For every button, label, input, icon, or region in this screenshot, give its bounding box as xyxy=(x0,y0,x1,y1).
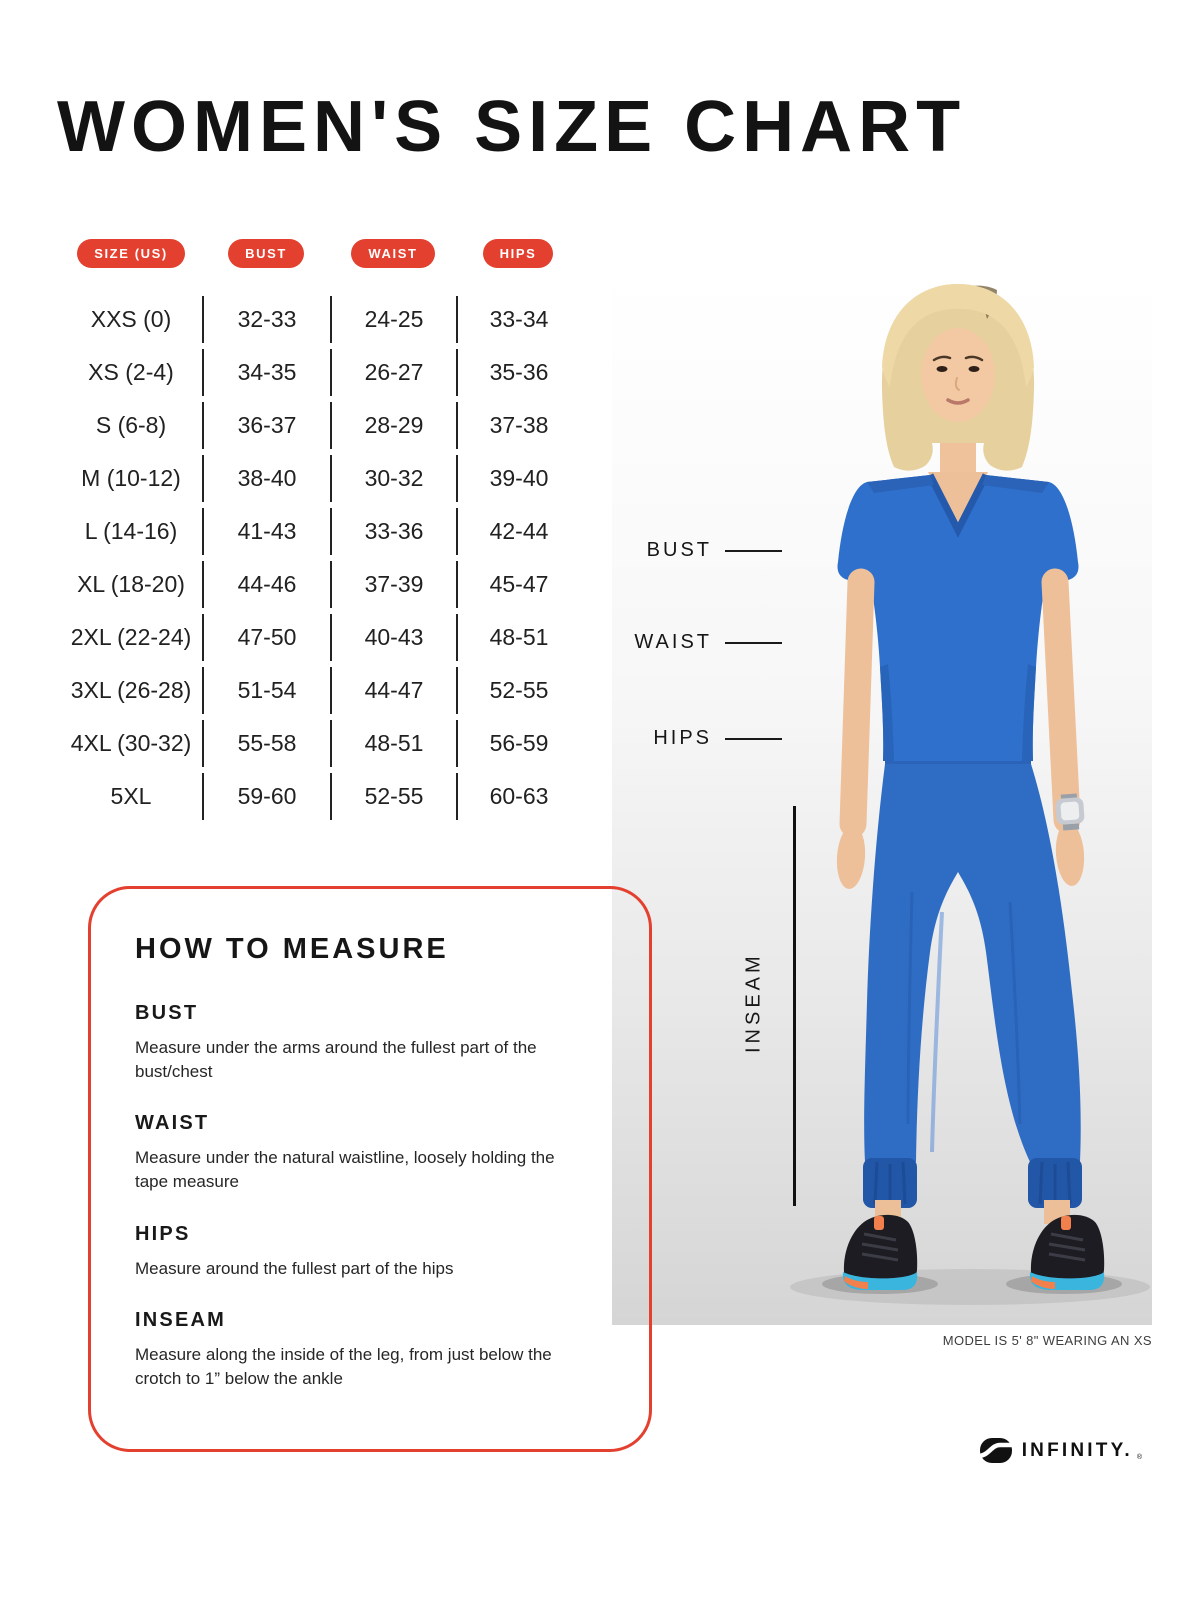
waist-cell: 52-55 xyxy=(330,773,456,820)
size-cell: 2XL (22-24) xyxy=(70,624,192,650)
table-row xyxy=(60,402,580,449)
waist-pointer-line xyxy=(725,642,782,644)
hips-cell: 42-44 xyxy=(456,508,580,555)
waist-cell: 30-32 xyxy=(330,455,456,502)
column-pill-hips: HIPS xyxy=(483,239,554,268)
size-cell: M (10-12) xyxy=(81,465,181,491)
waist-cell: 33-36 xyxy=(330,508,456,555)
table-row xyxy=(60,720,580,767)
hips-cell: 52-55 xyxy=(456,667,580,714)
bust-cell: 41-43 xyxy=(202,508,330,555)
bust-cell: 59-60 xyxy=(202,773,330,820)
waist-cell: 26-27 xyxy=(330,349,456,396)
measure-section-text: Measure under the arms around the fullest part of the bust/chest xyxy=(135,1038,537,1082)
how-to-measure-title: HOW TO MEASURE xyxy=(135,933,449,965)
hips-cell: 37-38 xyxy=(456,402,580,449)
model-photo xyxy=(612,272,1152,1325)
bust-cell: 38-40 xyxy=(202,455,330,502)
size-cell: XS (2-4) xyxy=(88,359,174,385)
hips-cell: 35-36 xyxy=(456,349,580,396)
brand-wordmark: INFINITY. xyxy=(1021,1439,1133,1461)
waist-cell: 40-43 xyxy=(330,614,456,661)
table-row xyxy=(60,296,580,343)
table-row xyxy=(60,349,580,396)
bust-cell: 32-33 xyxy=(202,296,330,343)
measure-section-label: WAIST xyxy=(135,1112,210,1135)
measure-section-label: BUST xyxy=(135,1002,199,1024)
hips-pointer-line xyxy=(725,738,782,740)
waist-cell: 24-25 xyxy=(330,296,456,343)
table-row xyxy=(60,773,580,820)
waist-cell: 48-51 xyxy=(330,720,456,767)
measure-section-text: Measure around the fullest part of the hips xyxy=(135,1258,454,1278)
bust-cell: 34-35 xyxy=(202,349,330,396)
waist-cell: 44-47 xyxy=(330,667,456,714)
table-row xyxy=(60,455,580,502)
bust-cell: 47-50 xyxy=(202,614,330,661)
size-cell: 4XL (30-32) xyxy=(70,730,192,756)
measure-section-waist xyxy=(135,1112,613,1194)
hips-label-text: HIPS xyxy=(653,727,712,749)
measure-section-text: Measure under the natural waistline, loosely holding the tape measure xyxy=(135,1148,555,1192)
hips-cell: 60-63 xyxy=(456,773,580,820)
size-cell: S (6-8) xyxy=(95,412,167,438)
column-pill-waist: WAIST xyxy=(351,239,434,268)
hips-cell: 45-47 xyxy=(456,561,580,608)
page-title: WOMEN'S SIZE CHART xyxy=(57,87,967,167)
model-illustration xyxy=(612,272,1152,1325)
size-table-header xyxy=(60,239,580,268)
measure-section-label: HIPS xyxy=(135,1222,191,1245)
registered-mark: ® xyxy=(1136,1454,1142,1461)
table-row xyxy=(60,508,580,555)
bust-label-text: BUST xyxy=(646,539,712,561)
measure-section-label: INSEAM xyxy=(135,1308,226,1331)
column-pill-bust: BUST xyxy=(228,239,304,268)
measure-section-bust xyxy=(135,1002,613,1084)
table-row xyxy=(60,561,580,608)
measure-section-inseam xyxy=(135,1309,613,1391)
waist-label-text: WAIST xyxy=(634,631,712,653)
hips-cell: 39-40 xyxy=(456,455,580,502)
size-cell: 3XL (26-28) xyxy=(70,677,192,703)
bust-cell: 51-54 xyxy=(202,667,330,714)
size-cell: XL (18-20) xyxy=(77,571,185,597)
size-cell: 5XL xyxy=(110,783,152,809)
bust-cell: 55-58 xyxy=(202,720,330,767)
brand-logo xyxy=(980,1438,1142,1463)
figure-hips-label xyxy=(590,727,782,750)
bust-cell: 44-46 xyxy=(202,561,330,608)
figure-bust-label xyxy=(590,539,782,562)
hips-cell: 56-59 xyxy=(456,720,580,767)
figure-inseam-label: INSEAM xyxy=(742,952,765,1054)
measure-section-hips xyxy=(135,1223,613,1281)
table-row xyxy=(60,667,580,714)
measure-section-text: Measure along the inside of the leg, from just below the crotch to 1” below the ankle xyxy=(135,1344,552,1388)
how-to-measure-box xyxy=(88,886,652,1452)
waist-cell: 28-29 xyxy=(330,402,456,449)
figure-waist-label xyxy=(590,631,782,654)
table-row xyxy=(60,614,580,661)
size-table xyxy=(60,296,580,826)
inseam-pointer-line xyxy=(793,806,796,1206)
hips-cell: 33-34 xyxy=(456,296,580,343)
model-caption: MODEL IS 5' 8" WEARING AN XS xyxy=(942,1333,1152,1348)
waist-cell: 37-39 xyxy=(330,561,456,608)
size-cell: L (14-16) xyxy=(84,518,178,544)
hips-cell: 48-51 xyxy=(456,614,580,661)
bust-pointer-line xyxy=(725,550,782,552)
infinity-logo-icon xyxy=(980,1438,1012,1463)
size-cell: XXS (0) xyxy=(90,306,172,332)
bust-cell: 36-37 xyxy=(202,402,330,449)
column-pill-size: SIZE (US) xyxy=(77,239,185,268)
